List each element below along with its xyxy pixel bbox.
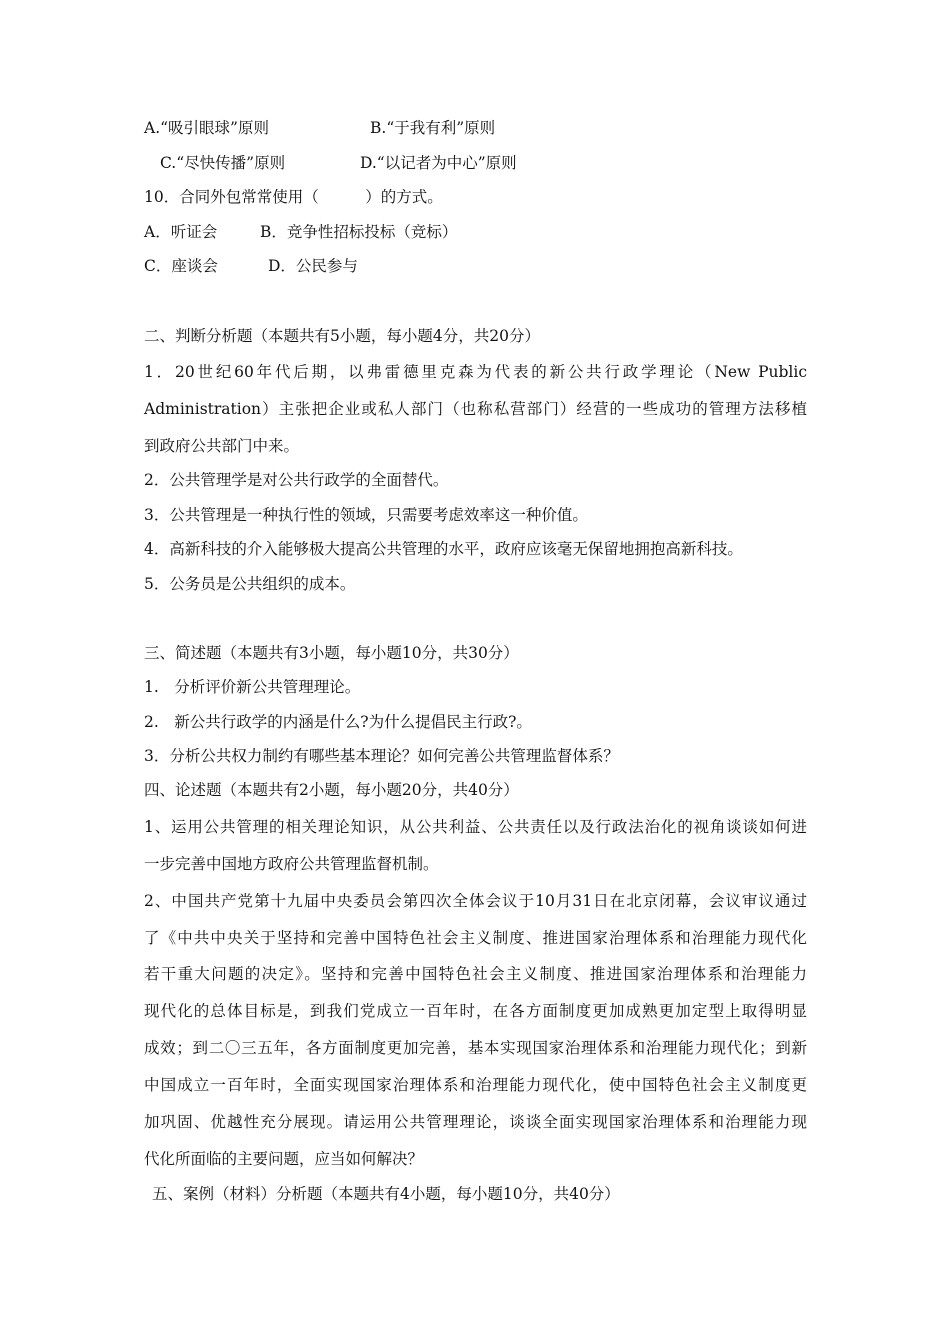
q10-options-row-2 [144,256,358,276]
section2-q2: 2．公共管理学是对公共行政学的全面替代。 [144,471,449,489]
q10-stem: 10．合同外包常常使用（ ）的方式。 [144,188,443,206]
section4-q2-line2: 了《中共中央关于坚持和完善中国特色社会主义制度、推进国家治理体系和治理能力现代化 [144,929,807,947]
section2-q1-line2: Administration）主张把企业或私人部门（也称私营部门）经营的一些成功的管理方法移植 [144,400,807,418]
section4-q2-line5: 成效；到二〇三五年，各方面制度更加完善，基本实现国家治理体系和治理能力现代化；到新 [144,1039,807,1057]
section4-q2-line4: 现代化的总体目标是，到我们党成立一百年时，在各方面制度更加成熟更加定型上取得明显 [144,1002,807,1020]
q10-option-d: D．公民参与 [268,257,358,275]
section4-q1-line2: 一步完善中国地方政府公共管理监督机制。 [144,855,439,873]
q9-options-row-2 [160,153,517,173]
section2-heading: 二、判断分析题（本题共有5小题，每小题4分，共20分） [144,327,540,345]
section4-q2-line1: 2、中国共产党第十九届中央委员会第四次全体会议于10月31日在北京闭幕，会议审议通过 [144,892,807,910]
section2-q5: 5．公务员是公共组织的成本。 [144,575,356,593]
q10-option-c: C．座谈会 [144,257,218,275]
section3-q1: 1. 分析评价新公共管理理论。 [144,678,361,696]
section3-heading: 三、简述题（本题共有3小题，每小题10分，共30分） [144,644,519,662]
section4-q2-line6: 中国成立一百年时，全面实现国家治理体系和治理能力现代化，使中国特色社会主义制度更 [144,1076,807,1094]
q9-option-c: C.“尽快传播”原则 [160,154,286,172]
q9-option-a: A.“吸引眼球”原则 [144,119,269,137]
section2-q1-line3: 到政府公共部门中来。 [144,437,300,455]
q10-option-b: B．竞争性招标投标（竞标） [260,223,458,241]
section2-q4: 4．高新科技的介入能够极大提高公共管理的水平，政府应该毫无保留地拥抱高新科技。 [144,540,743,558]
section2-q1-line1: 1．20世纪60年代后期，以弗雷德里克森为代表的新公共行政学理论（New Public [144,363,807,381]
q9-options-row-1 [144,118,496,138]
section3-q3: 3．分析公共权力制约有哪些基本理论？如何完善公共管理监督体系？ [144,747,619,765]
q9-option-d: D.“以记者为中心”原则 [360,154,517,172]
section5-heading: 五、案例（材料）分析题（本题共有4小题，每小题10分，共40分） [152,1185,620,1203]
section3-q2: 2. 新公共行政学的内涵是什么?为什么提倡民主行政?。 [144,713,532,731]
section4-q2-line3: 若干重大问题的决定》。坚持和完善中国特色社会主义制度、推进国家治理体系和治理能力 [144,965,807,983]
q10-options-row-1 [144,222,458,242]
q10-option-a: A．听证会 [144,223,218,241]
section4-q1-line1: 1、运用公共管理的相关理论知识，从公共利益、公共责任以及行政法治化的视角谈谈如何进 [144,818,807,836]
section2-q3: 3．公共管理是一种执行性的领域，只需要考虑效率这一种价值。 [144,506,588,524]
section4-q2-line7: 加巩固、优越性充分展现。请运用公共管理理论，谈谈全面实现国家治理体系和治理能力现 [144,1113,807,1131]
q9-option-b: B.“于我有利”原则 [370,119,496,137]
section4-heading: 四、论述题（本题共有2小题，每小题20分，共40分） [144,781,519,799]
section4-q2-line8: 代化所面临的主要问题，应当如何解决？ [144,1150,424,1168]
